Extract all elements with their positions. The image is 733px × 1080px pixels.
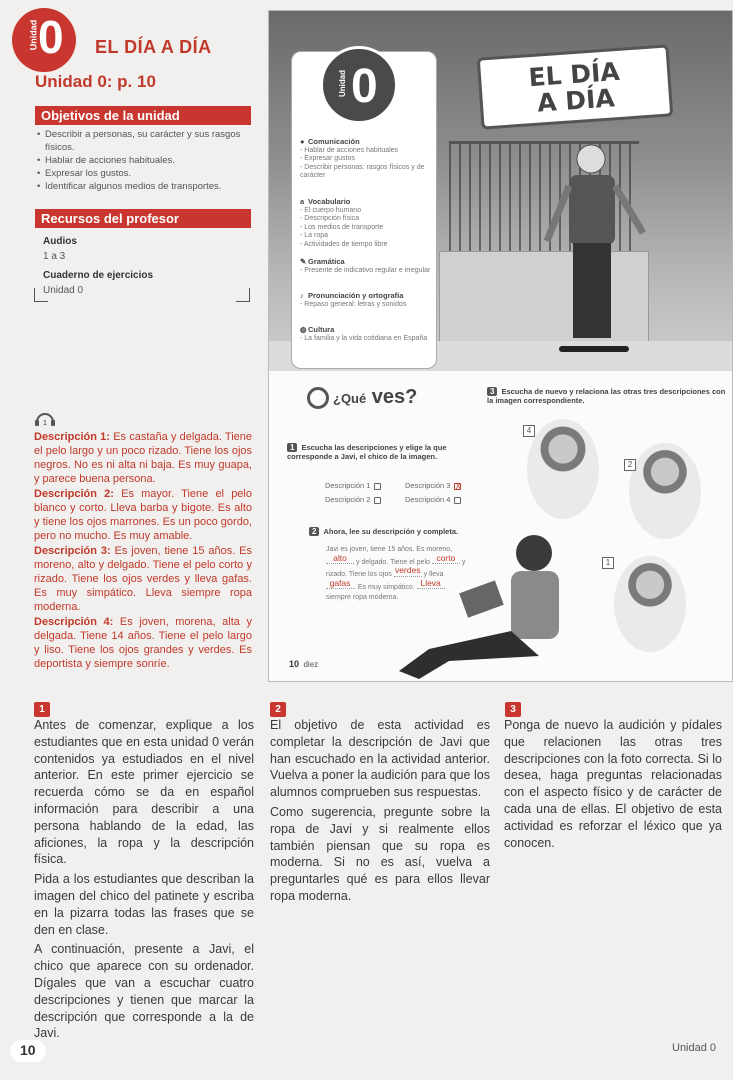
card-unit-badge: [320, 46, 398, 124]
card-unit-number: 0: [351, 60, 378, 113]
section-grammar: ✎ Gramática - Presente de indicativo regular e irregular: [300, 257, 431, 274]
paragraph: Como sugerencia, pregunte sobre la ropa de Javi y si realmente ellos también piensan que su ropa es moderna. Si no es así, vuelva a preguntarles qué es para ellos llevar ropa moderna.: [270, 804, 490, 903]
magnifier-icon: [307, 387, 329, 409]
description-3: Descripción 3: Es joven, tiene 15 años. Es moreno, alto y delgado. Tiene el pelo corto y rizado. Tiene los ojos verdes y lleva gafas. Es muy simpático. Lleva siempre ropa moderna.: [34, 545, 252, 613]
activity-2-fill-text: Javi es joven, tiene 15 años. Es moreno, alto y delgado. Tiene el pelo corto y rizado. Tiene los ojos verdes y lleva gafas . Es muy simpático. Lleva siempre ropa moderna.: [326, 546, 466, 601]
paragraph: A continuación, presente a Javi, el chico que aparece con su ordenador. Dígales que van a escuchar cuatro descripciones y tienen que marcar la descripción que corresponde a la de Javi.: [34, 942, 254, 1041]
checkbox[interactable]: [374, 497, 381, 504]
unit-title-sign: [477, 44, 674, 129]
description-2: Descripción 2: Es mayor. Tiene el pelo blanco y corto. Lleva barba y bigote. Es alto y tiene los ojos marrones. Es un poco gordo, pero no mucho. Es muy amable.: [34, 488, 252, 542]
microphone-icon: ♪: [300, 291, 304, 300]
unit-badge-number: 0: [38, 11, 64, 63]
sign-line-1: EL DÍA: [527, 56, 621, 93]
activity-1: 1 Escucha las descripciones y elige la que corresponde a Javi, el chico de la imagen.: [287, 443, 447, 461]
workbook-value: Unidad 0: [43, 285, 84, 296]
girl-sitting-image: [527, 419, 599, 519]
student-book-page: [268, 10, 733, 682]
unit-badge: [12, 8, 76, 72]
unit-badge-word: Unidad: [28, 19, 39, 51]
teacher-note-1: [34, 717, 254, 1045]
answer-blank[interactable]: corto: [432, 553, 460, 565]
section-communication: ● Comunicación - Hablar de acciones habituales - Expresar gustos - Describir personas: rasgos físicos y de carácter: [300, 137, 425, 179]
teacher-note-2: [270, 717, 490, 908]
objectives-heading: Objetivos de la unidad: [35, 106, 251, 125]
section-culture: ◍Cultura - La familia y la vida cotidiana en España: [300, 325, 428, 342]
option-description-4[interactable]: Descripción 4: [405, 493, 485, 507]
objective-item: • Describir a personas, su carácter y sus rasgos físicos.: [37, 128, 252, 154]
activity-1-options: [325, 479, 485, 507]
objectives-list: [37, 128, 252, 193]
resources-heading: Recursos del profesor: [35, 209, 251, 228]
paragraph: El objetivo de esta actividad es completar la descripción de Javi que han escuchado en la actividad anterior. Vuelva a poner la audición para que los alumnos comprueben sus respuestas.: [270, 718, 490, 800]
option-description-3[interactable]: Descripción 3 X: [405, 481, 461, 491]
girl-with-book-image: [614, 556, 686, 652]
section-pronunciation: ♪ Pronunciación y ortografía - Repaso general: letras y sonidos: [300, 291, 407, 308]
old-man-image: [629, 443, 701, 539]
answer-blank[interactable]: verdes: [394, 565, 421, 575]
teacher-note-3: [504, 717, 722, 854]
boy-with-laptop-image: [389, 531, 579, 681]
objective-item: • Identificar algunos medios de transportes.: [37, 180, 252, 193]
photo-tag: 1: [602, 557, 614, 569]
paragraph: Pida a los estudiantes que describan la imagen del chico del patinete y escriba en la pizarra todas las frases que se den en clase.: [34, 872, 254, 937]
description-4: Descripción 4: Es joven, morena, alta y delgada. Tiene 14 años. Tiene el pelo largo y liso. Tiene los ojos grandes y verdes. Es deportista y siempre sonríe.: [34, 616, 252, 670]
card-unit-word: Unidad: [338, 69, 348, 98]
workbook-label: Cuaderno de ejercicios: [43, 270, 154, 281]
paragraph: Ponga de nuevo la audición y pídales que relacionen las otras tres descripciones con la foto correcta. Si lo desea, haga preguntas relacionadas con el aspecto físico y de carácter de cada una de ellas. El objetivo de esta actividad es reforzar el léxico que ya conocen.: [504, 718, 722, 850]
answer-blank[interactable]: alto: [326, 553, 354, 565]
footer-unit-label: Unidad 0: [672, 1042, 717, 1054]
checkbox[interactable]: [374, 483, 381, 490]
section-vocabulary: a Vocabulario - El cuerpo humano - Descripción física - Los medios de transporte - La ropa - Actividades de tiempo libre: [300, 197, 388, 248]
que-ves-heading: ¿Qué ves?: [307, 386, 417, 409]
option-description-1[interactable]: Descripción 1: [325, 479, 405, 493]
skater-boy-image: [539, 141, 649, 361]
activity-3: 3 Escucha de nuevo y relaciona las otras tres descripciones con la imagen correspondiente.: [487, 387, 726, 405]
speech-bubble-icon: ●: [300, 137, 305, 146]
paragraph: Antes de comenzar, explique a los estudiantes que en esta unidad 0 verán contenidos ya estudiados en el nivel anterior. En este primer ejercicio se recuerda cómo se da en español información para describir a una persona hablando de la edad, las aficiones, la ropa y la descripción física.: [34, 718, 254, 867]
audios-value: 1 a 3: [43, 251, 66, 262]
unit-title: EL DÍA A DÍA: [95, 37, 212, 57]
checkbox-marked[interactable]: X: [455, 481, 461, 491]
unit-contents-card: [291, 51, 437, 369]
checkbox[interactable]: [454, 497, 461, 504]
audios-label: Audios: [43, 236, 77, 247]
bracket-left: [34, 288, 48, 302]
book-page-number: 10 diez: [289, 659, 319, 669]
svg-text:1: 1: [43, 420, 47, 426]
description-1: Descripción 1: Es castaña y delgada. Tiene el pelo largo y un poco rizado. Tiene los ojos negros. No es ni alta ni baja. Es muy guapa, y parece buena persona.: [34, 431, 252, 485]
note-badge-2: 2: [270, 702, 286, 717]
bracket-right: [236, 288, 250, 302]
abc-icon: a: [300, 197, 305, 206]
option-description-2[interactable]: Descripción 2: [325, 493, 405, 507]
page-reference: Unidad 0: p. 10: [35, 72, 156, 91]
photo-tag: 2: [624, 459, 636, 471]
pencil-icon: ✎: [300, 257, 307, 266]
photo-tag: 4: [523, 425, 535, 437]
sign-line-2: A DÍA: [536, 83, 616, 118]
audio-track-icon: [34, 410, 56, 429]
audio-transcript: [34, 430, 252, 672]
globe-icon: ◍: [300, 325, 307, 334]
activity-2: 2 Ahora, lee su descripción y completa.: [309, 527, 479, 536]
objective-item: • Expresar los gustos.: [37, 167, 252, 180]
objective-item: • Hablar de acciones habituales.: [37, 154, 252, 167]
note-badge-1: 1: [34, 702, 50, 717]
footer-page-number: 10: [10, 1040, 46, 1062]
answer-blank[interactable]: gafas: [326, 578, 354, 590]
answer-blank[interactable]: Lleva: [417, 578, 445, 590]
note-badge-3: 3: [505, 702, 521, 717]
